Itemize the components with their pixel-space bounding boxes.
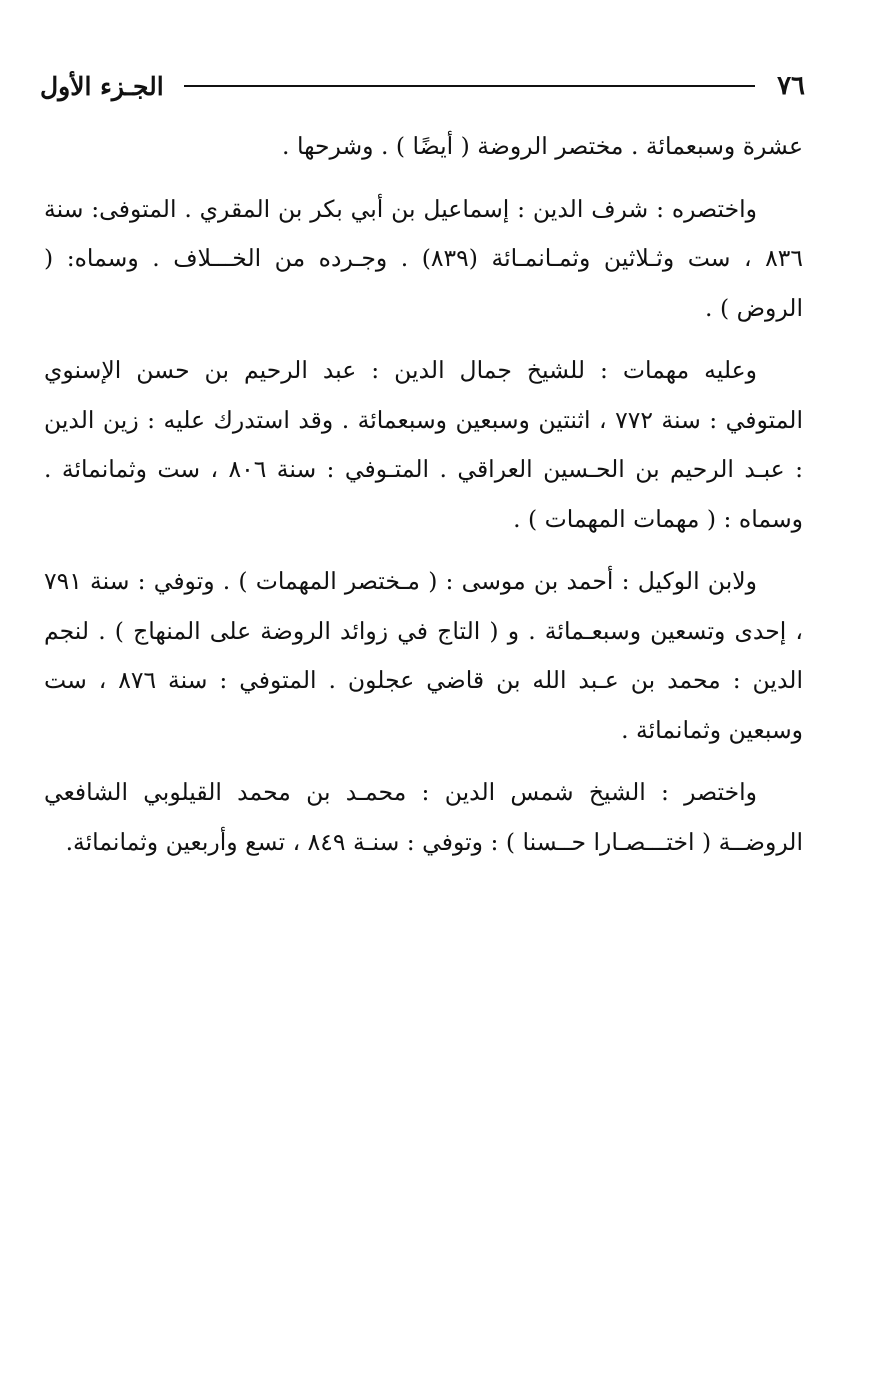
- header-rule: [184, 85, 755, 87]
- paragraph-4: ولابن الوكيل : أحمد بن موسى : ( مـختصر المهمات ) . وتوفي : سنة ٧٩١ ، إحدى وتسعين وسبعـمائة . و ( التاج في زوائد الروضة على المنهاج ) . لنجم الدين : محمد بن عـبد الله بن قاضي عجلون . المتوفي : سنة ٨٧٦ ، ست وسبعين وثمانمائة .: [44, 567, 803, 744]
- paragraph-3: وعليه مهمات : للشيخ جمال الدين : عبد الرحيم بن حسن الإسنوي المتوفي : سنة ٧٧٢ ، اثنتين وسبعين وسبعمائة . وقد استدرك عليه : زين الدين : عبـد الرحيم بن الحـسين العراقي . المتـوفي : سنة ٨٠٦ ، ست وثمانمائة . وسماه : ( مهمات المهمات ) .: [44, 356, 803, 533]
- page-number: ٧٦: [777, 71, 805, 101]
- paragraph-1: عشرة وسبعمائة . مختصر الروضة ( أيضًا ) . وشرحها .: [282, 132, 803, 160]
- page-header: [40, 66, 805, 106]
- paragraph-2: واختصره : شرف الدين : إسماعيل بن أبي بكر بن المقري . المتوفى: سنة ٨٣٦ ، ست وثـلاثين وثمـانمـائة (٨٣٩) . وجـرده من الخـــلاف . وسماه: ( الروض ) .: [44, 194, 803, 322]
- page-body: [44, 122, 803, 880]
- running-title: الجـزء الأول: [40, 71, 164, 101]
- paragraph-5: واختصر : الشيخ شمس الدين : محمـد بن محمد القيلوبي الشافعي الروضــة ( اختـــصـارا حــسنا ) : وتوفي : سنـة ٨٤٩ ، تسع وأربعين وثمانمائة.: [44, 778, 803, 856]
